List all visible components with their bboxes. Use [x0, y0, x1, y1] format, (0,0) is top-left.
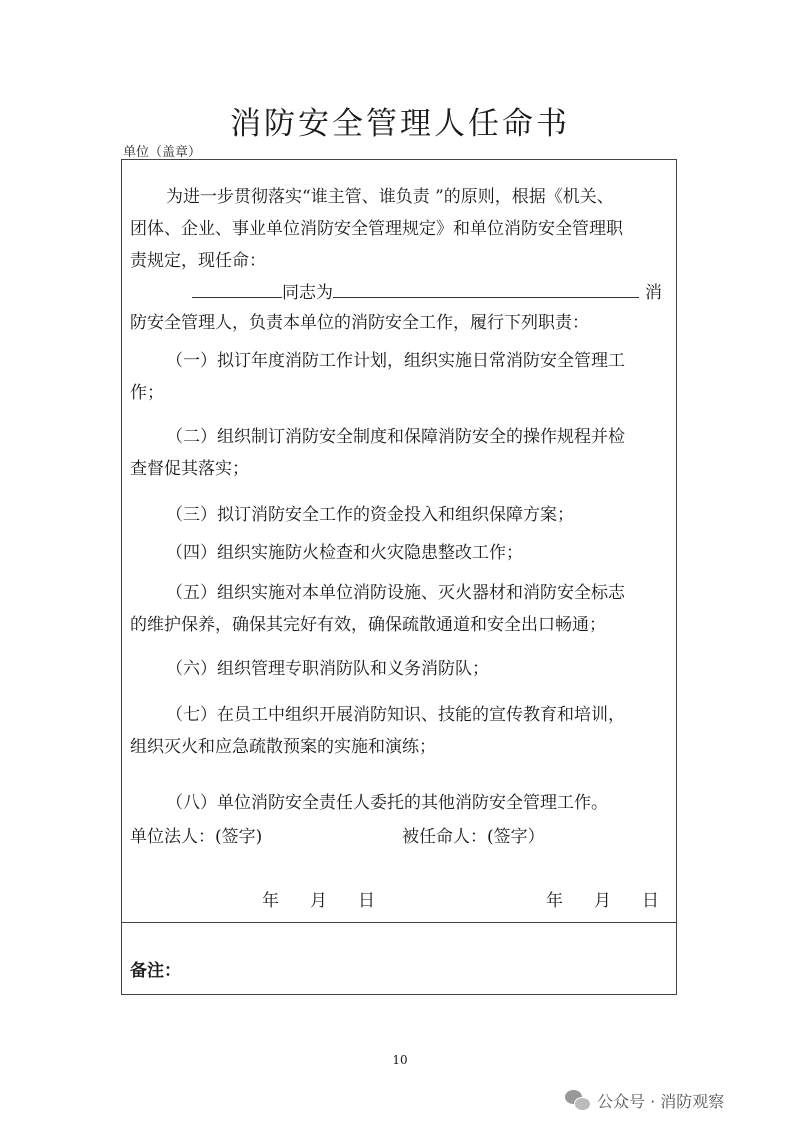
duty-item-cont: 的维护保养，确保其完好有效，确保疏散通道和安全出口畅通； — [130, 615, 606, 635]
remarks-label: 备注： — [130, 961, 181, 981]
duty-item: （五）组织实施对本单位消防设施、灭火器材和消防安全标志 — [166, 583, 625, 603]
duty-item: （八）单位消防安全责任人委托的其他消防安全管理工作。 — [166, 793, 608, 813]
paragraph-line: 防安全管理人，负责本单位的消防安全工作，履行下列职责： — [130, 313, 589, 333]
wechat-icon — [565, 1090, 591, 1112]
paragraph-line: 责规定，现任命： — [130, 251, 266, 271]
duty-item-cont: 组织灭火和应急疏散预案的实施和演练； — [130, 737, 436, 757]
appointee-signature-label: 被任命人：(签字） — [402, 827, 545, 847]
legal-rep-signature-label: 单位法人：(签字) — [130, 827, 263, 847]
appoint-line — [192, 278, 732, 303]
comrade-text: 同志为 — [282, 283, 333, 303]
appoint-suffix: 消 — [645, 283, 662, 303]
position-blank[interactable] — [333, 282, 639, 298]
duty-item: （六）组织管理专职消防队和义务消防队； — [166, 659, 489, 679]
duty-item: （二）组织制订消防安全制度和保障消防安全的操作规程并检 — [166, 427, 625, 447]
day-label: 日 — [642, 891, 659, 911]
appointee-date — [546, 886, 659, 911]
duty-item-cont: 作； — [130, 383, 164, 403]
paragraph-line: 团体、企业、事业单位消防安全管理规定》和单位消防安全管理职 — [130, 219, 623, 239]
duty-item: （七）在员工中组织开展消防知识、技能的宣传教育和培训， — [166, 705, 625, 725]
day-label: 日 — [358, 891, 375, 911]
page-number: 10 — [392, 1053, 408, 1067]
duty-item: （一）拟订年度消防工作计划，组织实施日常消防安全管理工 — [166, 351, 625, 371]
duty-item-cont: 查督促其落实； — [130, 459, 249, 479]
appointment-form-box — [121, 159, 677, 995]
remarks-divider — [122, 922, 676, 923]
watermark-text: 公众号 · 消防观察 — [597, 1092, 725, 1111]
duty-item: （四）组织实施防火检查和火灾隐患整改工作； — [166, 543, 523, 563]
year-label: 年 — [262, 891, 279, 911]
watermark — [565, 1089, 724, 1112]
month-label: 月 — [594, 891, 611, 911]
name-blank[interactable] — [192, 282, 282, 298]
unit-seal-label: 单位（盖章） — [123, 145, 202, 160]
document-title: 消防安全管理人任命书 — [230, 106, 570, 142]
paragraph-line: 为进一步贯彻落实“谁主管、谁负责 ”的原则，根据《机关、 — [166, 187, 614, 207]
legal-rep-date — [262, 886, 375, 911]
year-label: 年 — [546, 891, 563, 911]
month-label: 月 — [310, 891, 327, 911]
duty-item: （三）拟订消防安全工作的资金投入和组织保障方案； — [166, 505, 574, 525]
